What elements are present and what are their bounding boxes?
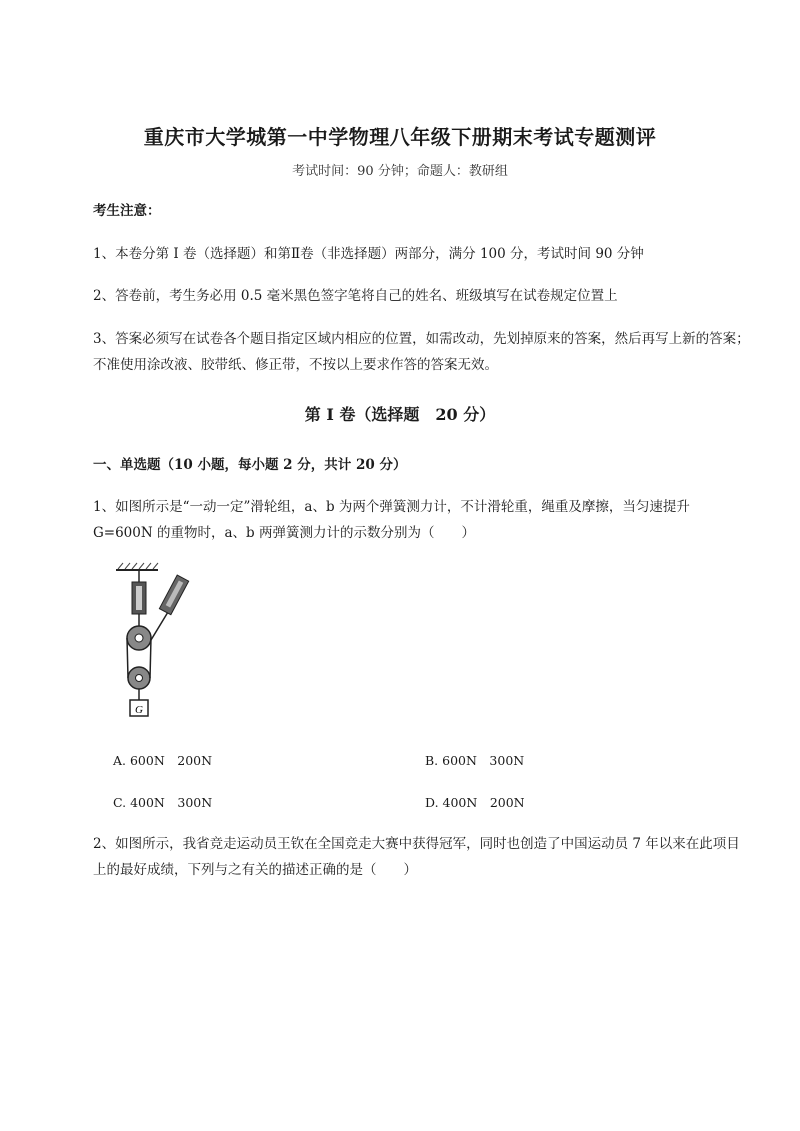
option-a[interactable]: A. 600N 200N: [113, 753, 213, 768]
question-2-text: 2、如图所示，我省竞走运动员王钦在全国竞走大赛中获得冠军，同时也创造了中国运动员 7 年以来在此项目上的最好成绩，下列与之有关的描述正确的是（ ）: [93, 836, 740, 878]
page-title: 重庆市大学城第一中学物理八年级下册期末考试专题测评: [143, 125, 657, 149]
option-b[interactable]: B. 600N 300N: [425, 753, 525, 768]
option-c[interactable]: C. 400N 300N: [113, 795, 213, 810]
option-d[interactable]: D. 400N 200N: [425, 795, 525, 810]
notice-item-3: 3、答案必须写在试卷各个题目指定区域内相应的位置，如需改动，先划掉原来的答案，然后再写上新的答案；不准使用涂改液、胶带纸、修正带，不按以上要求作答的答案无效。: [93, 331, 750, 373]
part-heading: 一、单选题（10 小题，每小题 2 分，共计 20 分）: [93, 457, 407, 473]
weight-label: G: [135, 704, 143, 716]
section-title: 第 I 卷（选择题 20 分）: [304, 405, 496, 424]
page-subtitle: 考试时间：90 分钟；命题人：教研组: [292, 164, 508, 179]
notice-item-1: 1、本卷分第 I 卷（选择题）和第Ⅱ卷（非选择题）两部分，满分 100 分，考试时间 90 分钟: [93, 246, 644, 262]
question-1-text: 1、如图所示是“一动一定”滑轮组，a、b 为两个弹簧测力计，不计滑轮重，绳重及摩擦，当匀速提升 G=600N 的重物时，a、b 两弹簧测力计的示数分别为（ ）: [93, 499, 690, 541]
pulley-figure: [112, 560, 192, 722]
notice-heading: 考生注意：: [93, 203, 161, 219]
notice-item-2: 2、答卷前，考生务必用 0.5 毫米黑色签字笔将自己的姓名、班级填写在试卷规定位置上: [93, 288, 618, 304]
